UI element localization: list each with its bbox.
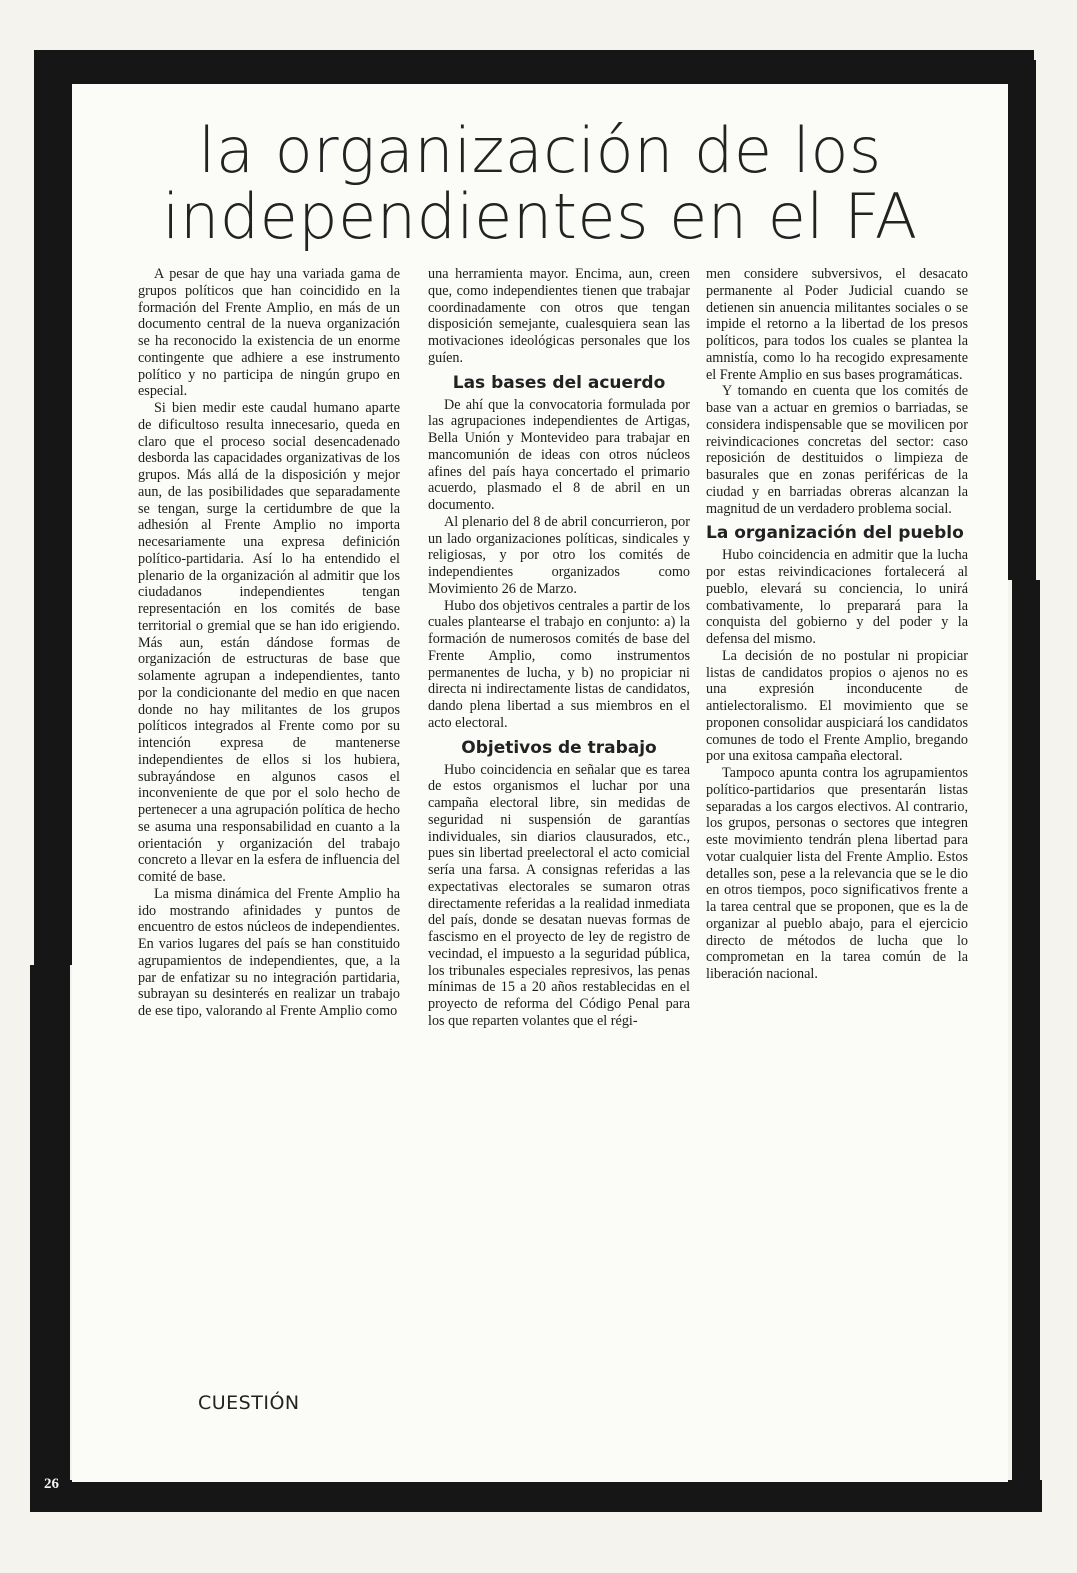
frame-border-right	[1006, 60, 1036, 580]
title-line-2: independientes en el FA	[162, 180, 918, 253]
article-paragraph: La misma dinámica del Frente Amplio ha ido mostrando afinidades y puntos de encuentro de estos núcleos de independientes. En varios lugares del país se han constituido agrupamientos de independientes, que, a la par de enfatizar su no integración partidaria, subrayan su desinterés en realizar un trabajo de ese tipo, valorando al Frente Amplio como	[138, 885, 400, 1019]
article-column-2	[428, 266, 690, 1030]
frame-border-right-lower	[1012, 580, 1040, 1500]
frame-border-left-lower	[30, 965, 70, 1505]
article-paragraph: Tampoco apunta contra los agrupamientos político-partidarios que presentarán listas separadas a los cargos electivos. Al contrario, los grupos, personas o sectores que integren este movimiento tendrán plena libertad para votar cualquier lista del Frente Amplio. Estos detalles son, pese a la relevancia que se le dio en otros tiempos, poco significativos frente a la tarea central que se proponen, que es la de organizar al pueblo abajo, para el ejercicio directo de métodos de lucha que lo comprometan en la tarea común de la liberación nacional.	[706, 765, 968, 982]
title-line-1: la organización de los	[198, 114, 882, 187]
article-paragraph: una herramienta mayor. Encima, aun, creen que, como independientes tienen que trabajar coordinadamente con otros que tengan disposición semejante, cualesquiera sean las motivaciones ideológicas personales que los guíen.	[428, 266, 690, 366]
article-title	[90, 114, 990, 253]
frame-border-bottom	[30, 1480, 1042, 1512]
article-paragraph: A pesar de que hay una variada gama de grupos políticos que han coincidido en la formación del Frente Amplio, en más de un documento central de la nueva organización se ha reconocido la existencia de un enorme contingente que adhiere a ese instrumento político y no participa de ningún grupo en especial.	[138, 266, 400, 400]
article-column-1	[138, 266, 400, 1020]
magazine-masthead: CUESTIÓN	[198, 1392, 300, 1414]
section-heading: La organización del pueblo	[706, 523, 964, 544]
section-heading: Las bases del acuerdo	[452, 372, 666, 393]
article-paragraph: men considere subversivos, el desacato permanente al Poder Judicial cuando se detienen sin anuencia militantes sociales o se impide el retorno a la libertad de los presos políticos, para todos los cuales se plantea la amnistía, como lo ha recogido expresamente el Frente Amplio en sus bases programáticas.	[706, 266, 968, 383]
section-heading: Objetivos de trabajo	[461, 737, 657, 758]
frame-border-left	[34, 50, 72, 965]
article-column-3	[706, 266, 968, 983]
article-paragraph: Hubo dos objetivos centrales a partir de los cuales plantearse el trabajo en conjunto: a) la formación de numerosos comités de base del Frente Amplio, como instrumentos permanentes de lucha, y b) no propiciar ni directa ni indirectamente listas de candidatos, dando plena libertad a sus miembros en el acto electoral.	[428, 597, 690, 731]
article-paragraph: Si bien medir este caudal humano aparte de dificultoso resulta innecesario, queda en claro que el proceso social desencadenado desborda las capacidades organizativas de los grupos. Más allá de la disposición y mejor aun, de las posibilidades que separadamente se tengan, surge la certidumbre de que la adhesión al Frente Amplio no importa necesariamente una expresa definición político-partidaria. Así lo ha entendido el plenario de la organización al admitir que los ciudadanos independientes tengan representación en los comités de base territorial o gremial que se han ido erigiendo. Más aun, están dándose formas de organización de estructuras de base que solamente agrupan a independientes, tanto por la condicionante del medio en que nacen donde no hay militantes de los grupos políticos integrados al Frente como por su intención expresa de mantenerse independientes de ellos si los hubiera, subrayándose en algunos casos el inconveniente de que por el solo hecho de pertenecer a una agrupación política de hecho se asuma una responsabilidad en cuanto a la orientación y organización del trabajo concreto a llevar en la esfera de influencia del comité de base.	[138, 400, 400, 885]
article-paragraph: De ahí que la convocatoria formulada por las agrupaciones independientes de Artigas, Bella Unión y Montevideo para trabajar en mancomunión de ideas con otros núcleos afines del país haya concertado el primario acuerdo, plasmado el 8 de abril en un documento.	[428, 396, 690, 513]
article-paragraph: La decisión de no postular ni propiciar listas de candidatos propios o ajenos no es una expresión inconducente de antielectoralismo. El movimiento que se proponen consolidar auspiciará los candidatos comunes de todo el Frente Amplio, bregando por una exitosa campaña electoral.	[706, 647, 968, 765]
article-paragraph: Hubo coincidencia en admitir que la lucha por estas reivindicaciones fortalecerá al pueblo, elevará su conciencia, lo unirá combativamente, lo preparará para la conquista del gobierno y del poder y la defensa del mismo.	[706, 547, 968, 647]
article-paragraph: Y tomando en cuenta que los comités de base van a actuar en gremios o barriadas, se considera indispensable que se movilicen por reivindicaciones concretas del sector: caso reposición de destituidos o limpieza de basurales que en zonas periféricas de la ciudad y en barriadas obreras alcanzan la magnitud de un verdadero problema social.	[706, 383, 968, 517]
article-paragraph: Al plenario del 8 de abril concurrieron, por un lado organizaciones políticas, sindicales y religiosas, y por otro los comités de independientes organizados como Movimiento 26 de Marzo.	[428, 513, 690, 597]
page-number: 26	[44, 1476, 59, 1492]
frame-border-top	[44, 50, 1034, 84]
article-paragraph: Hubo coincidencia en señalar que es tarea de estos organismos el luchar por una campaña electoral libre, sin medidas de seguridad ni suspensión de garantías individuales, sin diarios clausurados, etc., pues sin libertad preelectoral el acto comicial sería una farsa. A consignas referidas a las expectativas electorales se sumaron otras directamente referidas a la realidad inmediata del país, donde se desatan nuevas formas de fascismo en el proyecto de ley de registro de vecindad, el impuesto a la seguridad pública, los tribunales especiales represivos, las penas mínimas de 15 a 20 años restablecidas en el proyecto de reforma del Código Penal para los que reparten volantes que el régi-	[428, 761, 690, 1029]
